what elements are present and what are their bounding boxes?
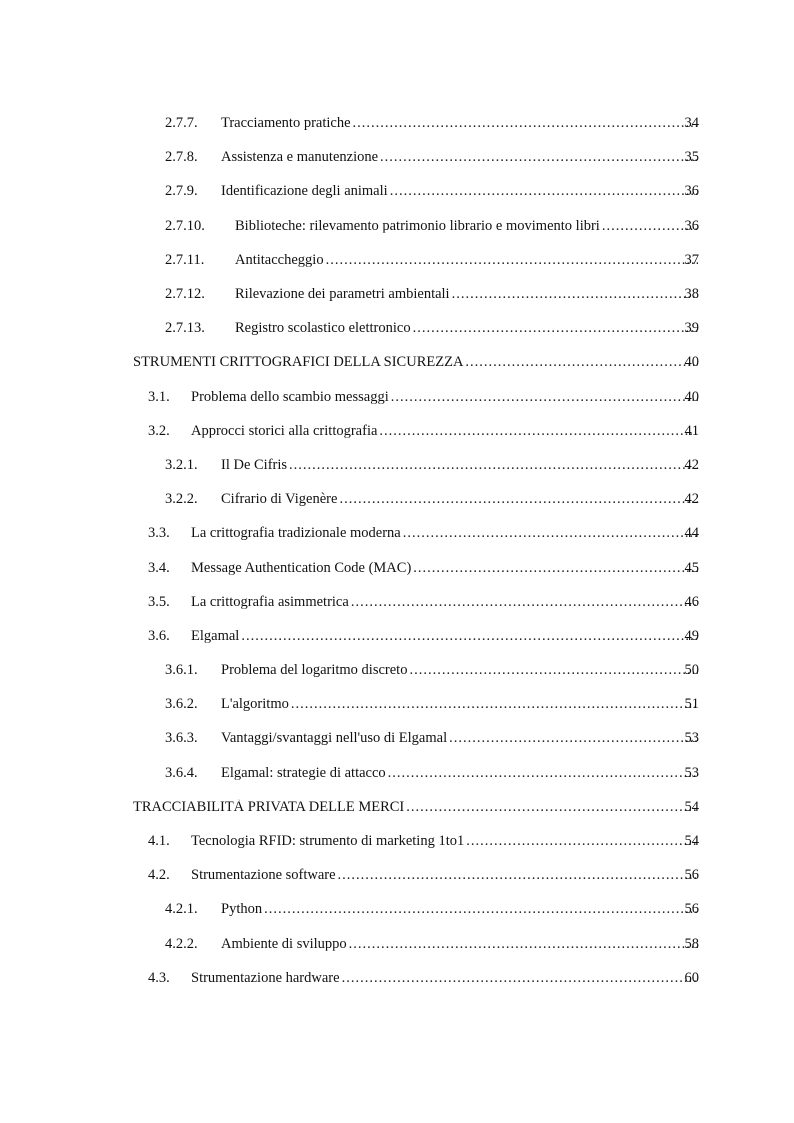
toc-entry[interactable] [0, 653, 794, 687]
toc-entry[interactable] [0, 687, 794, 721]
toc-entry-line [235, 321, 698, 336]
toc-entry-page-number: 45 [684, 559, 699, 576]
toc-entry-line [133, 800, 698, 815]
toc-entry[interactable] [0, 585, 794, 619]
toc-entry[interactable] [0, 448, 794, 482]
toc-entry-number: 4.2.2. [165, 935, 198, 952]
toc-entry-line [191, 424, 698, 439]
toc-entry-title: Biblioteche: rilevamento patrimonio librario e movimento libri [235, 218, 600, 233]
toc-entry-page-number: 49 [684, 627, 699, 644]
toc-entry[interactable] [0, 892, 794, 926]
dot-leader [413, 560, 698, 575]
toc-entry-title: Il De Cifris [221, 457, 288, 473]
toc-entry-number: 3.5. [148, 593, 170, 610]
dot-leader [449, 731, 698, 746]
toc-entry-number: 2.7.12. [165, 285, 205, 302]
toc-entry-number: 4.1. [148, 832, 170, 849]
toc-entry-page-number: 40 [684, 354, 699, 371]
toc-entry-number: 3.6.4. [165, 764, 198, 781]
toc-entry-line [221, 765, 698, 780]
toc-entry-line [191, 389, 698, 404]
toc-entry-line [221, 458, 698, 473]
toc-chapter-entry[interactable] [0, 790, 794, 824]
toc-entry[interactable] [0, 209, 794, 243]
toc-entry-page-number: 56 [684, 901, 699, 918]
toc-entry-page-number: 41 [684, 422, 699, 439]
toc-entry-number: 2.7.8. [165, 149, 198, 166]
dot-leader [289, 458, 698, 473]
toc-entry[interactable] [0, 961, 794, 995]
toc-entry-line [191, 594, 698, 609]
toc-entry-title: Ambiente di sviluppo [221, 936, 347, 951]
toc-entry-line [191, 629, 698, 644]
toc-entry[interactable] [0, 619, 794, 653]
toc-entry-line [191, 834, 698, 849]
toc-entry-page-number: 53 [684, 730, 699, 747]
toc-entry[interactable] [0, 106, 794, 140]
toc-entry-number: 3.3. [148, 525, 170, 542]
dot-leader [342, 971, 698, 986]
toc-entry-line [221, 116, 698, 131]
toc-entry-page-number: 37 [684, 251, 699, 268]
toc-entry-title: L'algoritmo [221, 697, 289, 712]
toc-entry-line [221, 663, 698, 678]
toc-entry-page-number: 58 [684, 935, 699, 952]
dot-leader [391, 389, 698, 404]
toc-entry-line [221, 150, 698, 165]
toc-entry-title: Tracciamento pratiche [221, 115, 351, 131]
toc-entry[interactable] [0, 516, 794, 550]
toc-entry-line [221, 731, 698, 746]
toc-entry-title: Problema del logaritmo discreto [221, 662, 408, 678]
toc-entry-title: Identificazione degli animali [221, 184, 388, 199]
toc-entry-page-number: 54 [684, 798, 699, 815]
toc-entry-number: 2.7.13. [165, 319, 205, 336]
dot-leader [353, 116, 698, 131]
toc-entry-page-number: 36 [684, 183, 699, 200]
toc-entry-line [133, 355, 698, 370]
toc-entry-line [235, 253, 698, 268]
toc-entry[interactable] [0, 140, 794, 174]
toc-entry[interactable] [0, 756, 794, 790]
toc-entry-page-number: 51 [684, 696, 699, 713]
toc-entry-number: 2.7.7. [165, 114, 198, 131]
toc-entry-page-number: 34 [684, 114, 699, 131]
toc-entry-line [221, 697, 698, 712]
dot-leader [339, 492, 698, 507]
toc-entry-line [191, 560, 698, 575]
toc-entry-line [191, 971, 698, 986]
toc-entry[interactable] [0, 277, 794, 311]
toc-entry-page-number: 53 [684, 764, 699, 781]
toc-entry[interactable] [0, 174, 794, 208]
dot-leader [413, 321, 698, 336]
toc-entry-line [221, 936, 698, 951]
toc-entry[interactable] [0, 721, 794, 755]
toc-entry[interactable] [0, 858, 794, 892]
toc-entry-number: 3.6.1. [165, 661, 198, 678]
toc-entry-page-number: 40 [684, 388, 699, 405]
toc-entry-title: Registro scolastico elettronico [235, 320, 411, 336]
toc-entry-number: 3.6.3. [165, 730, 198, 747]
dot-leader [466, 834, 698, 849]
toc-entry-title: Approcci storici alla crittografia [191, 423, 378, 439]
toc-entry-title: Tecnologia RFID: strumento di marketing 1to1 [191, 833, 465, 849]
toc-entry-page-number: 50 [684, 661, 699, 678]
toc-entry-title: TRACCIABILITÀ PRIVATA DELLE MERCI [133, 799, 405, 815]
toc-entry-line [191, 526, 698, 541]
toc-entry-line [221, 902, 698, 917]
dot-leader [241, 629, 698, 644]
toc-chapter-entry[interactable] [0, 345, 794, 379]
toc-entry-page-number: 36 [684, 217, 699, 234]
toc-entry-line [221, 184, 698, 199]
toc-entry[interactable] [0, 927, 794, 961]
toc-entry-number: 3.6. [148, 627, 170, 644]
toc-entry-title: Python [221, 902, 263, 917]
toc-entry[interactable] [0, 311, 794, 345]
dot-leader [465, 355, 698, 370]
dot-leader [380, 150, 698, 165]
dot-leader [338, 868, 698, 883]
dot-leader [326, 253, 698, 268]
dot-leader [403, 526, 698, 541]
dot-leader [452, 287, 698, 302]
toc-entry-number: 3.1. [148, 388, 170, 405]
toc-entry[interactable] [0, 380, 794, 414]
toc-entry-title: Rilevazione dei parametri ambientali [235, 286, 450, 302]
dot-leader [409, 663, 698, 678]
toc-entry-title: Elgamal [191, 628, 240, 644]
toc-entry[interactable] [0, 414, 794, 448]
toc-entry-title: Strumentazione software [191, 867, 336, 883]
toc-entry[interactable] [0, 482, 794, 516]
toc-entry-page-number: 39 [684, 319, 699, 336]
toc-entry-page-number: 56 [684, 866, 699, 883]
toc-entry-title: La crittografia tradizionale moderna [191, 526, 401, 541]
dot-leader [379, 424, 698, 439]
toc-entry-title: Problema dello scambio messaggi [191, 389, 389, 404]
toc-entry-number: 3.6.2. [165, 696, 198, 713]
toc-entry-title: Assistenza e manutenzione [221, 150, 379, 165]
toc-entry-line [191, 868, 698, 883]
dot-leader [351, 594, 698, 609]
dot-leader [388, 765, 698, 780]
toc-entry-title: Strumentazione hardware [191, 970, 340, 986]
toc-entry[interactable] [0, 243, 794, 277]
toc-entry-title: Elgamal: strategie di attacco [221, 765, 386, 780]
toc-entry-page-number: 38 [684, 285, 699, 302]
toc-entry-number: 4.2.1. [165, 901, 198, 918]
toc-entry[interactable] [0, 550, 794, 584]
toc-entry-line [221, 492, 698, 507]
toc-entry-page-number: 60 [684, 969, 699, 986]
dot-leader [406, 800, 698, 815]
toc-entry-number: 3.4. [148, 559, 170, 576]
toc-entry-number: 3.2. [148, 422, 170, 439]
toc-entry-page-number: 35 [684, 149, 699, 166]
toc-entry-page-number: 42 [684, 456, 699, 473]
toc-entry-title: Cifrario di Vigenère [221, 491, 338, 507]
dot-leader [291, 697, 698, 712]
toc-entry-page-number: 46 [684, 593, 699, 610]
toc-entry-page-number: 44 [684, 525, 699, 542]
toc-entry-page-number: 42 [684, 490, 699, 507]
toc-entry-number: 4.3. [148, 969, 170, 986]
toc-entry-number: 3.2.1. [165, 456, 198, 473]
dot-leader [390, 184, 698, 199]
toc-entry-number: 3.2.2. [165, 490, 198, 507]
toc-entry-number: 2.7.9. [165, 183, 198, 200]
toc-entry-number: 2.7.11. [165, 251, 205, 268]
table-of-contents [0, 106, 794, 995]
toc-entry-title: STRUMENTI CRITTOGRAFICI DELLA SICUREZZA [133, 355, 464, 370]
toc-entry-title: Message Authentication Code (MAC) [191, 560, 412, 575]
dot-leader [264, 902, 698, 917]
dot-leader [349, 936, 698, 951]
toc-entry-line [235, 218, 698, 233]
toc-entry[interactable] [0, 824, 794, 858]
toc-entry-line [235, 287, 698, 302]
toc-entry-page-number: 54 [684, 832, 699, 849]
toc-entry-number: 4.2. [148, 866, 170, 883]
toc-entry-number: 2.7.10. [165, 217, 205, 234]
toc-entry-title: La crittografia asimmetrica [191, 594, 349, 609]
toc-entry-title: Vantaggi/svantaggi nell'uso di Elgamal [221, 731, 448, 746]
toc-entry-title: Antitaccheggio [235, 252, 324, 268]
